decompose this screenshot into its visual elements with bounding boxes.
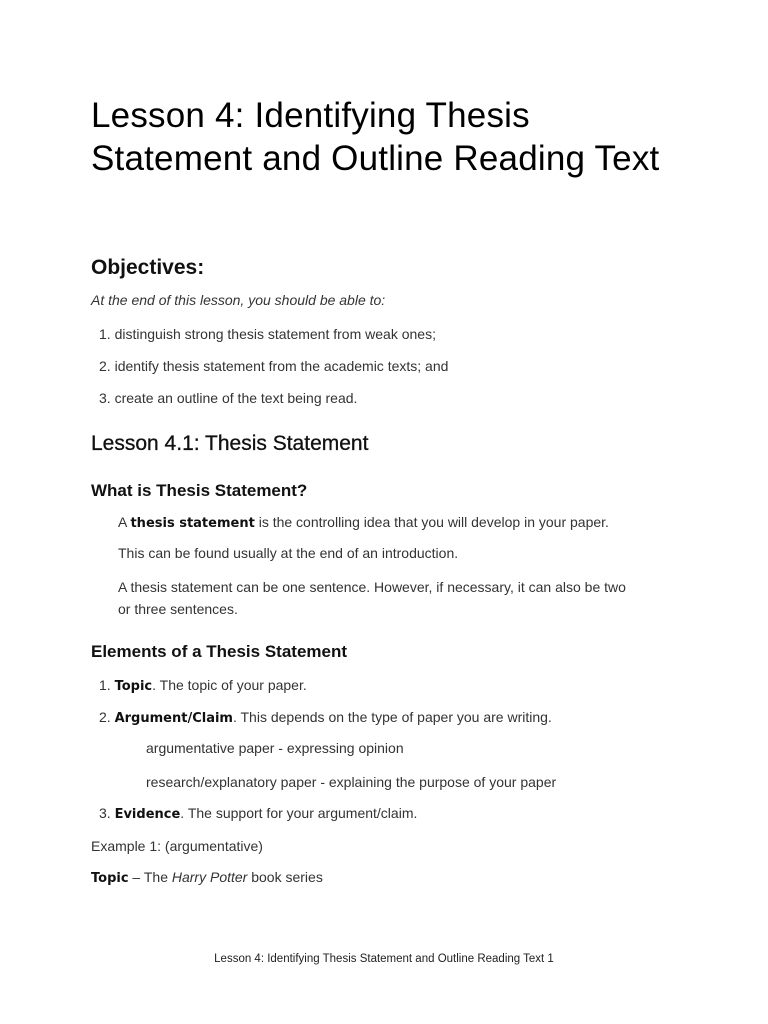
objective-item-1 bbox=[99, 324, 436, 344]
thesis-location-paragraph: This can be found usually at the end of an introduction. bbox=[118, 545, 459, 561]
paragraph-text: book series bbox=[247, 869, 323, 885]
list-text: identify thesis statement from the academic texts; and bbox=[114, 358, 449, 374]
list-text: create an outline of the text being read. bbox=[114, 390, 358, 406]
paragraph-text: – The bbox=[128, 869, 172, 885]
list-number: 2. bbox=[99, 709, 111, 725]
bold-term: Topic bbox=[114, 679, 153, 694]
bold-term: Argument/Claim bbox=[114, 711, 233, 726]
what-is-thesis-heading: What is Thesis Statement? bbox=[91, 481, 308, 500]
paragraph-text: A bbox=[118, 514, 131, 530]
lesson-4-1-heading: Lesson 4.1: Thesis Statement bbox=[91, 432, 369, 455]
list-number: 3. bbox=[99, 805, 111, 821]
thesis-length-line-1: A thesis statement can be one sentence. However, if necessary, it can also be two bbox=[118, 579, 626, 595]
objective-item-2 bbox=[99, 356, 448, 376]
page-footer: Lesson 4: Identifying Thesis Statement and Outline Reading Text 1 bbox=[214, 953, 554, 965]
thesis-definition-paragraph bbox=[118, 512, 609, 534]
paragraph-text: is the controlling idea that you will develop in your paper. bbox=[254, 514, 609, 530]
element-item-argument bbox=[99, 707, 552, 729]
bold-term: thesis statement bbox=[130, 516, 255, 531]
objectives-heading: Objectives: bbox=[91, 256, 205, 279]
list-number: 3. bbox=[99, 390, 111, 406]
italic-title: Harry Potter bbox=[171, 869, 248, 885]
thesis-length-line-2: or three sentences. bbox=[118, 601, 238, 617]
list-number: 1. bbox=[99, 677, 111, 693]
objective-item-3 bbox=[99, 388, 357, 408]
list-text: . The support for your argument/claim. bbox=[180, 805, 418, 821]
objectives-intro: At the end of this lesson, you should be able to: bbox=[91, 292, 386, 308]
list-text: . This depends on the type of paper you are writing. bbox=[232, 709, 552, 725]
example-topic-line bbox=[91, 867, 323, 889]
list-number: 1. bbox=[99, 326, 111, 342]
lesson-title: Lesson 4: Identifying Thesis Statement and Outline Reading Text bbox=[91, 96, 660, 178]
bold-term: Evidence bbox=[114, 807, 181, 822]
element-item-evidence bbox=[99, 803, 417, 825]
sub-item-argumentative: argumentative paper - expressing opinion bbox=[146, 740, 404, 756]
element-item-topic bbox=[99, 675, 307, 697]
example-label: Example 1: (argumentative) bbox=[91, 838, 263, 854]
bold-term: Topic bbox=[91, 871, 129, 886]
list-text: . The topic of your paper. bbox=[152, 677, 307, 693]
sub-item-research: research/explanatory paper - explaining the purpose of your paper bbox=[146, 774, 557, 790]
list-text: distinguish strong thesis statement from weak ones; bbox=[114, 326, 436, 342]
list-number: 2. bbox=[99, 358, 111, 374]
elements-heading: Elements of a Thesis Statement bbox=[91, 642, 348, 661]
